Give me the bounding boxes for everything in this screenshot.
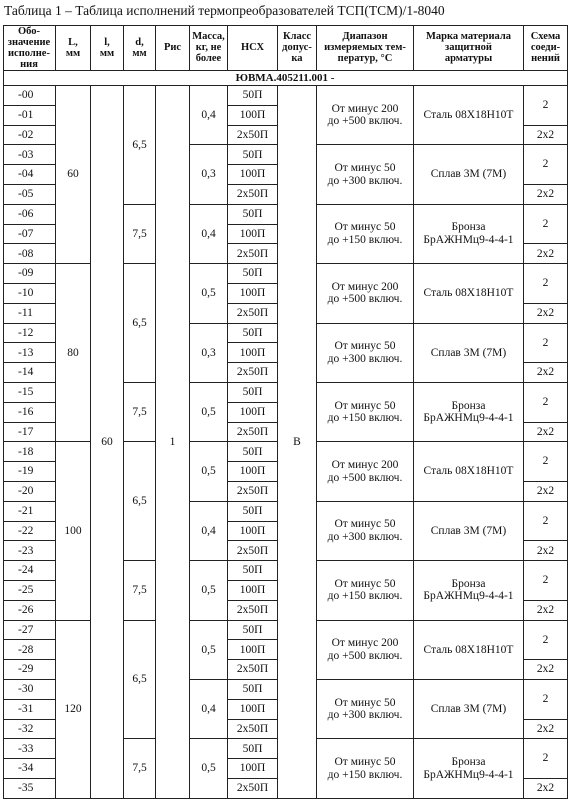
material-value: Сплав 3М (7М) [414,502,524,561]
scheme-value: 2 [524,621,568,661]
mass-value: 0,5 [190,621,228,680]
scheme-value: 2х2 [524,304,568,324]
material-value: Сплав 3М (7М) [414,145,524,204]
material-value: Сталь 08Х18Н10Т [414,264,524,323]
header-mass: Масса, кг, не более [190,25,228,71]
row-designation: -06 [3,205,56,225]
header-nsh: НСХ [228,25,278,71]
L-value: 80 [56,264,91,442]
header-cls: Класс допус- ка [278,25,317,71]
range-value: От минус 50 до +300 включ. [317,324,414,383]
scheme-value: 2х2 [524,601,568,621]
range-value: От минус 200 до +500 включ. [317,621,414,680]
material-value: Сплав 3М (7М) [414,324,524,383]
nsh-value: 50П [228,205,278,225]
nsh-value: 50П [228,561,278,581]
range-value: От минус 50 до +150 включ. [317,561,414,620]
d-value: 6,5 [124,442,156,561]
d-value: 7,5 [124,205,156,264]
L-value: 120 [56,621,91,799]
nsh-value: 100П [228,522,278,542]
d-value: 7,5 [124,383,156,442]
row-designation: -31 [3,700,56,720]
fig-value: 1 [156,86,190,799]
d-value: 7,5 [124,561,156,620]
mass-value: 0,3 [190,145,228,204]
nsh-value: 2х50П [228,304,278,324]
row-designation: -28 [3,640,56,660]
scheme-value: 2 [524,383,568,423]
row-designation: -01 [3,106,56,126]
row-designation: -04 [3,165,56,185]
material-value: Сталь 08Х18Н10Т [414,442,524,501]
range-value: От минус 200 до +500 включ. [317,86,414,145]
mass-value: 0,5 [190,383,228,442]
mass-value: 0,5 [190,442,228,501]
scheme-value: 2 [524,145,568,185]
variants-table [3,25,568,799]
nsh-value: 2х50П [228,423,278,443]
row-designation: -21 [3,502,56,522]
row-designation: -08 [3,244,56,264]
L-value: 100 [56,442,91,620]
nsh-value: 2х50П [228,126,278,146]
scheme-value: 2х2 [524,660,568,680]
nsh-value: 50П [228,739,278,759]
d-value: 6,5 [124,264,156,383]
row-designation: -00 [3,86,56,106]
mass-value: 0,3 [190,324,228,383]
nsh-value: 100П [228,343,278,363]
nsh-value: 100П [228,284,278,304]
row-designation: -09 [3,264,56,284]
scheme-value: 2 [524,680,568,720]
row-designation: -12 [3,324,56,344]
range-value: От минус 200 до +500 включ. [317,442,414,501]
nsh-value: 2х50П [228,185,278,205]
L-value: 60 [56,86,91,264]
range-value: От минус 50 до +300 включ. [317,145,414,204]
header-L: L, мм [56,25,91,71]
row-designation: -27 [3,621,56,641]
row-designation: -33 [3,739,56,759]
row-designation: -03 [3,145,56,165]
row-designation: -23 [3,541,56,561]
range-value: От минус 50 до +300 включ. [317,680,414,739]
material-value: Бронза БрАЖНМц9-4-4-1 [414,739,524,798]
material-value: Сталь 08Х18Н10Т [414,86,524,145]
row-designation: -26 [3,601,56,621]
row-designation: -32 [3,720,56,740]
range-value: От минус 50 до +300 включ. [317,502,414,561]
nsh-value: 100П [228,759,278,779]
d-value: 6,5 [124,86,156,205]
nsh-value: 50П [228,442,278,462]
nsh-value: 50П [228,502,278,522]
scheme-value: 2 [524,502,568,542]
scheme-value: 2 [524,86,568,126]
range-value: От минус 50 до +150 включ. [317,739,414,798]
row-designation: -35 [3,779,56,799]
row-designation: -18 [3,442,56,462]
l-value: 60 [91,86,124,799]
d-value: 7,5 [124,739,156,798]
header-scheme: Схема соеди- нений [524,25,568,71]
nsh-value: 100П [228,106,278,126]
row-designation: -24 [3,561,56,581]
material-value: Бронза БрАЖНМц9-4-4-1 [414,205,524,264]
scheme-value: 2х2 [524,720,568,740]
header-d: d, мм [124,25,156,71]
scheme-value: 2 [524,205,568,245]
nsh-value: 50П [228,86,278,106]
scheme-value: 2 [524,739,568,779]
nsh-value: 100П [228,640,278,660]
row-designation: -11 [3,304,56,324]
nsh-value: 100П [228,403,278,423]
header-material: Марка материала защитной арматуры [414,25,524,71]
nsh-value: 100П [228,165,278,185]
nsh-value: 2х50П [228,601,278,621]
nsh-value: 2х50П [228,779,278,799]
scheme-value: 2х2 [524,363,568,383]
row-designation: -10 [3,284,56,304]
nsh-value: 2х50П [228,482,278,502]
header-fig: Рис [156,25,190,71]
mass-value: 0,4 [190,680,228,739]
nsh-value: 100П [228,700,278,720]
scheme-value: 2 [524,561,568,601]
nsh-value: 100П [228,462,278,482]
nsh-value: 2х50П [228,720,278,740]
scheme-value: 2х2 [524,244,568,264]
row-designation: -16 [3,403,56,423]
d-value: 6,5 [124,621,156,740]
range-value: От минус 200 до +500 включ. [317,264,414,323]
scheme-value: 2х2 [524,126,568,146]
nsh-value: 2х50П [228,244,278,264]
scheme-value: 2х2 [524,541,568,561]
scheme-value: 2х2 [524,423,568,443]
row-designation: -29 [3,660,56,680]
row-designation: -20 [3,482,56,502]
scheme-value: 2х2 [524,779,568,799]
mass-value: 0,4 [190,205,228,264]
scheme-value: 2 [524,264,568,304]
row-designation: -05 [3,185,56,205]
range-value: От минус 50 до +150 включ. [317,383,414,442]
header-range: Диапазон измеряемых тем- ператур, °С [317,25,414,71]
nsh-value: 50П [228,264,278,284]
nsh-value: 2х50П [228,363,278,383]
material-value: Бронза БрАЖНМц9-4-4-1 [414,561,524,620]
nsh-value: 100П [228,581,278,601]
row-designation: -14 [3,363,56,383]
nsh-value: 2х50П [228,541,278,561]
row-designation: -15 [3,383,56,403]
scheme-value: 2 [524,442,568,482]
row-designation: -34 [3,759,56,779]
material-value: Сталь 08Х18Н10Т [414,621,524,680]
nsh-value: 50П [228,145,278,165]
section-title: ЮВМА.405211.001 - [3,71,568,86]
row-designation: -13 [3,343,56,363]
mass-value: 0,4 [190,86,228,145]
nsh-value: 50П [228,680,278,700]
mass-value: 0,5 [190,264,228,323]
mass-value: 0,4 [190,502,228,561]
class-value: В [278,86,317,799]
nsh-value: 2х50П [228,660,278,680]
material-value: Сплав 3М (7М) [414,680,524,739]
nsh-value: 50П [228,324,278,344]
nsh-value: 50П [228,621,278,641]
row-designation: -17 [3,423,56,443]
row-designation: -02 [3,126,56,146]
row-designation: -07 [3,225,56,245]
scheme-value: 2х2 [524,482,568,502]
range-value: От минус 50 до +150 включ. [317,205,414,264]
row-designation: -30 [3,680,56,700]
header-l: l, мм [91,25,124,71]
mass-value: 0,5 [190,561,228,620]
header-designation: Обо- значение исполне- ния [3,25,56,71]
row-designation: -19 [3,462,56,482]
row-designation: -22 [3,522,56,542]
row-designation: -25 [3,581,56,601]
nsh-value: 100П [228,225,278,245]
scheme-value: 2 [524,324,568,364]
material-value: Бронза БрАЖНМц9-4-4-1 [414,383,524,442]
nsh-value: 50П [228,383,278,403]
mass-value: 0,5 [190,739,228,798]
table-caption: Таблица 1 – Таблица исполнений термопреобразователей ТСП(ТСМ)/1-8040 [4,3,445,18]
scheme-value: 2х2 [524,185,568,205]
